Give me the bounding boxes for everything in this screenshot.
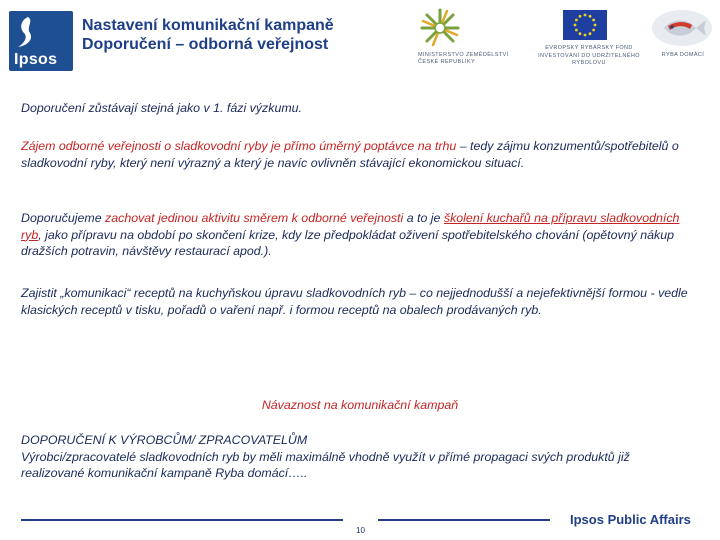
producers-heading: DOPORUČENÍ K VÝROBCŮM/ ZPRACOVATELŮM [21,433,308,447]
ministry-logo [418,6,526,70]
producers-text: Výrobci/zpracovatelé sladkovodních ryb by měli maximálně vhodně využít v přímé propagaci svých produktů již realizované komunikační kampaně Ryba domácí….. [21,449,630,480]
eu-caption-2: INVESTOVÁNÍ DO UDRŽITELNÉHO [538,53,640,59]
fish-icon [650,8,714,48]
eu-flag-icon [563,10,607,40]
page-title [82,16,334,54]
eu-caption-1: EVROPSKÝ RYBÁŘSKÝ FOND [545,45,633,51]
ipsos-logo [9,11,73,71]
rec-highlight-1: zachovat jedinou aktivitu směrem k odborné veřejnosti [105,211,404,225]
paragraph-intro: Doporučení zůstávají stejná jako v 1. fázi výzkumu. [21,101,302,115]
footer-divider-left [21,519,343,521]
footer-brand: Ipsos Public Affairs [570,512,691,527]
ipsos-mark-icon [16,16,40,50]
interest-rest: – tedy zájmu konzumentů/spotřebitelů o sladkovodní ryby, který není výrazný a který je navíc ovlivněn stávající ekonomickou situací. [21,139,679,170]
page-number: 10 [356,526,365,535]
title-line-1: Nastavení komunikační kampaně [82,17,334,34]
section-heading-campaign: Návaznost na komunikační kampaň [261,398,459,412]
rec-join: a to je [403,211,444,225]
footer-divider-right [378,519,550,521]
paragraph-recipes: Zajistit „komunikaci“ receptů na kuchyňskou úpravu sladkovodních ryb – co nejjednodušší a nejefektivnější formou - vedle klasických receptů v tisku, pořadů o vaření např. i formou receptů na obalech prodávaných ryb. [21,286,688,317]
paragraph-interest [21,138,696,171]
ministry-emblem-icon [418,6,462,50]
paragraph-producers [21,432,696,482]
rec-lead: Doporučujeme [21,211,106,225]
ministry-caption-2: ČESKÉ REPUBLIKY [418,59,476,65]
ipsos-logo-text: Ipsos [14,51,58,68]
rec-rest: , jako přípravu na období po skončení krize, kdy lze předpokládat oživení spotřebitelského chování (opětovný nákup dražších potravin, návštěvy restaurací apod.). [21,227,674,258]
ministry-caption-1: MINISTERSTVO ZEMĚDĚLSTVÍ [418,52,509,58]
paragraph-recommendation [21,210,696,260]
title-line-2: Doporučení – odborná veřejnost [82,36,329,53]
rec-highlight-2: školení kuchařů na přípravu sladkovodních ryb [21,211,680,242]
ryba-domaci-logo [648,6,718,70]
ryba-caption: RYBA DOMÁCÍ [661,52,705,58]
eu-caption-3: RYBOLOVU [572,60,606,66]
interest-highlight: Zájem odborné veřejnosti o sladkovodní ryby je přímo úměrný poptávce na trhu [21,139,457,153]
eu-fund-logo [530,6,648,70]
